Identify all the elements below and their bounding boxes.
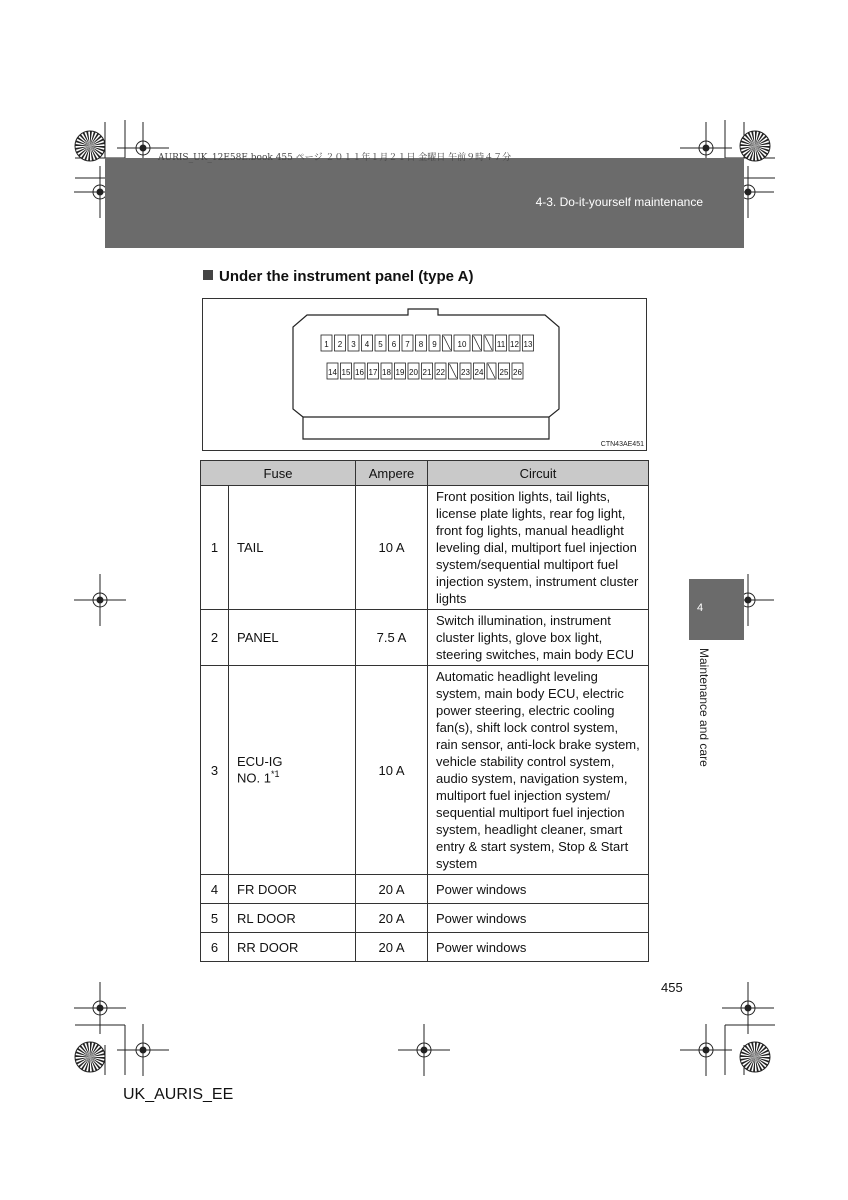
fuse-circuit: Power windows xyxy=(428,933,649,962)
table-row xyxy=(201,875,649,904)
registration-sunburst xyxy=(740,1042,770,1072)
header-fuse: Fuse xyxy=(201,461,356,486)
registration-crosshair xyxy=(722,982,774,1034)
fuse-number: 2 xyxy=(201,610,229,666)
fuse-name: RR DOOR xyxy=(229,933,356,962)
table-row xyxy=(201,486,649,610)
fuse-slot-label: 5 xyxy=(378,340,383,349)
registration-crosshair xyxy=(74,982,126,1034)
fuse-slot-label: 25 xyxy=(499,368,509,377)
fuse-ampere: 20 A xyxy=(356,875,428,904)
section-title-text: Under the instrument panel (type A) xyxy=(219,268,474,285)
section-title xyxy=(203,268,473,285)
registration-sunburst xyxy=(75,131,105,161)
registration-crosshair xyxy=(680,1024,732,1076)
fuse-circuit: Automatic headlight leveling system, main body ECU, electric power steering, electric cooling fan(s), shift lock control system, rain sensor, anti-lock brake system, vehicle stability control system, audio system, navigation system, multiport fuel injection system/ sequential multiport fuel injection system, headlight cleaner, smart entry & start system, Stop & Start system xyxy=(428,666,649,875)
fuse-circuit: Power windows xyxy=(428,875,649,904)
fuse-slot-label: 8 xyxy=(418,340,424,349)
fuse-number: 3 xyxy=(201,666,229,875)
fuse-number: 4 xyxy=(201,875,229,904)
registration-crosshair xyxy=(74,574,126,626)
table-header-row xyxy=(201,461,649,486)
registration-sunburst xyxy=(740,131,770,161)
page-number: 455 xyxy=(661,980,683,995)
fuse-slot-label: 18 xyxy=(382,368,391,377)
fuse-name: FR DOOR xyxy=(229,875,356,904)
fuse-name: RL DOOR xyxy=(229,904,356,933)
fuse-name-line1: ECU-IG xyxy=(237,754,283,770)
fuse-circuit: Front position lights, tail lights, license plate lights, rear fog light, front fog lights, manual headlight leveling dial, multiport fuel injection system/sequential multiport fuel injection system, instrument cluster lights xyxy=(428,486,649,610)
fuse-slot-label: 19 xyxy=(395,368,405,377)
fuse-slot-label: 23 xyxy=(461,368,470,377)
fuse-slot-label: 10 xyxy=(457,340,467,349)
fuse-slot-label: 21 xyxy=(422,368,432,377)
table-row xyxy=(201,610,649,666)
header-circuit: Circuit xyxy=(428,461,649,486)
table-row xyxy=(201,933,649,962)
chapter-label: Maintenance and care xyxy=(697,648,711,767)
table-row xyxy=(201,666,649,875)
fuse-slot-label: 9 xyxy=(432,340,437,349)
registration-crosshair xyxy=(117,1024,169,1076)
fuse-box-diagram xyxy=(202,298,647,451)
fuse-slot-label: 13 xyxy=(523,340,533,349)
fuse-connector-drawing xyxy=(203,299,646,450)
diagram-code: CTN43AE451 xyxy=(600,441,644,448)
fuse-slot-label: 24 xyxy=(474,368,484,377)
fuse-slot-label: 6 xyxy=(391,340,397,349)
fuse-number: 6 xyxy=(201,933,229,962)
fuse-slot-label: 26 xyxy=(513,368,522,377)
fuse-number: 5 xyxy=(201,904,229,933)
fuse-slot-label: 2 xyxy=(337,340,343,349)
fuse-name-line2: NO. 1 xyxy=(237,770,271,786)
fuse-slot-label: 20 xyxy=(409,368,418,377)
fuse-slot-label: 12 xyxy=(510,340,519,349)
registration-sunburst xyxy=(75,1042,105,1072)
footnote-marker: *1 xyxy=(270,769,280,780)
square-bullet-icon xyxy=(203,270,213,280)
chapter-number: 4 xyxy=(697,602,704,614)
fuse-slot-label: 14 xyxy=(328,368,337,377)
fuse-slot-label: 15 xyxy=(341,368,351,377)
fuse-ampere: 20 A xyxy=(356,904,428,933)
fuse-circuit: Switch illumination, instrument cluster lights, glove box light, steering switches, main body ECU xyxy=(428,610,649,666)
fuse-ampere: 7.5 A xyxy=(356,610,428,666)
registration-crosshair xyxy=(398,1024,450,1076)
footer-code: UK_AURIS_EE xyxy=(123,1086,234,1103)
fuse-name xyxy=(229,666,356,875)
fuse-slot-label: 16 xyxy=(355,368,364,377)
fuse-slot-label: 1 xyxy=(324,340,329,349)
table-row xyxy=(201,904,649,933)
fuse-slot-label: 22 xyxy=(436,368,445,377)
fuse-slot-label: 3 xyxy=(351,340,356,349)
fuse-slot-label: 4 xyxy=(364,340,370,349)
print-info: AURIS_UK_12E58E.book 455 ページ ２０１１年１月２１日 金曜日 午前９時４７分 xyxy=(158,153,512,163)
fuse-ampere: 20 A xyxy=(356,933,428,962)
fuse-slot-label: 11 xyxy=(496,340,506,349)
fuse-name: PANEL xyxy=(229,610,356,666)
fuse-slot-label: 7 xyxy=(405,340,410,349)
fuse-circuit: Power windows xyxy=(428,904,649,933)
fuse-name: TAIL xyxy=(229,486,356,610)
fuse-ampere: 10 A xyxy=(356,666,428,875)
fuse-ampere: 10 A xyxy=(356,486,428,610)
fuse-table xyxy=(200,460,649,962)
header-ampere: Ampere xyxy=(356,461,428,486)
fuse-number: 1 xyxy=(201,486,229,610)
section-heading: 4-3. Do-it-yourself maintenance xyxy=(535,195,703,209)
fuse-slot-label: 17 xyxy=(368,368,378,377)
